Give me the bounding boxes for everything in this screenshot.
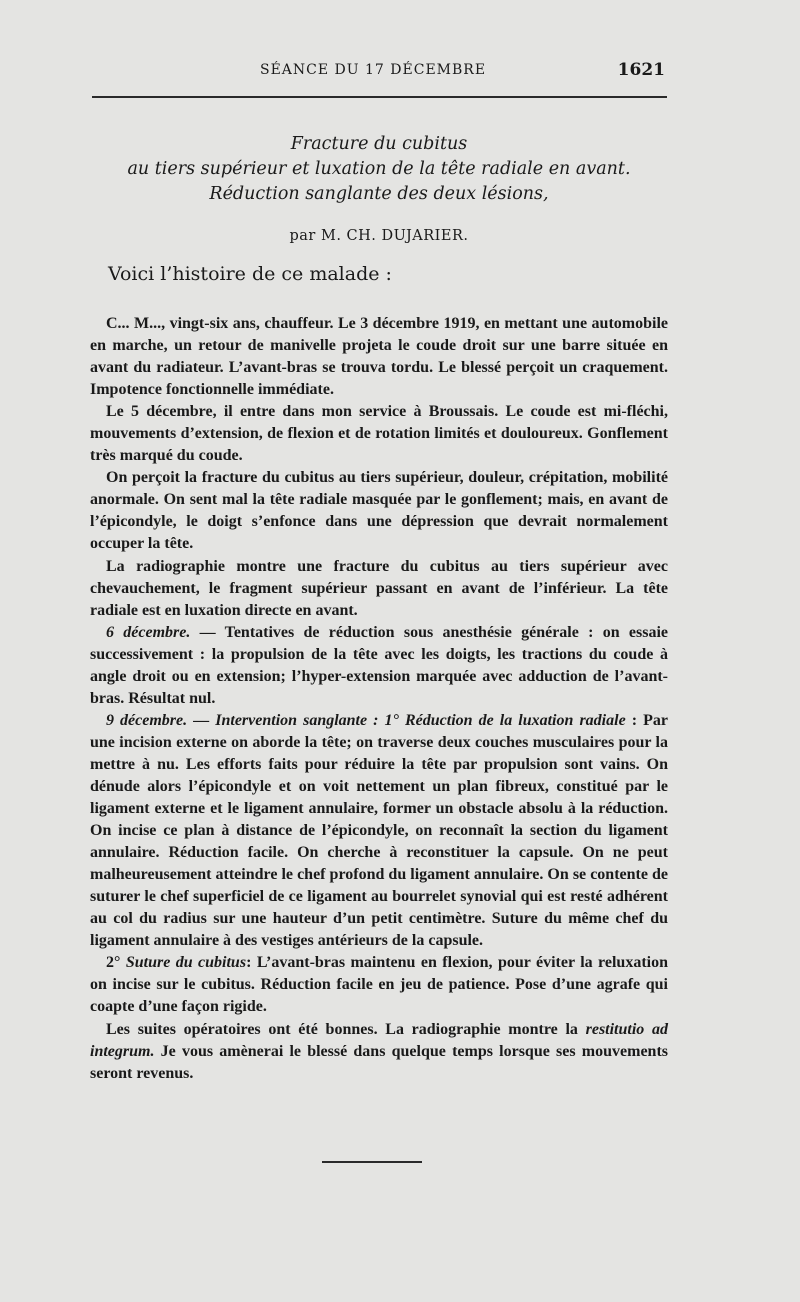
end-rule [322, 1161, 422, 1163]
title-line-2: au tiers supérieur et luxation de la tête radiale en avant. [127, 159, 631, 179]
running-title: SÉANCE DU 17 DÉCEMBRE [260, 62, 487, 78]
article-title [90, 132, 668, 207]
paragraph-heading: 9 décembre. — Intervention sanglante : 1° Réduction de la luxation radiale [106, 711, 626, 729]
paragraph-date: 6 décembre. [106, 623, 191, 641]
paragraph-text: C... M..., vingt-six ans, chauffeur. Le 3 décembre 1919, en mettant une automobile en marche, un retour de manivelle projeta le coude droit sur une barre située en avant du radiateur. L’avant-bras se trouva tordu. Le blessé perçoit un craquement. Impotence fonctionnelle immédiate. [90, 315, 668, 399]
paragraph [90, 1019, 668, 1085]
paragraph-number: 2° [106, 954, 126, 972]
author-line: par M. CH. DUJARIER. [289, 228, 469, 244]
title-line-3: Réduction sanglante des deux lésions, [209, 184, 549, 204]
paragraph [90, 313, 668, 401]
paragraph-text: La radiographie montre une fracture du cubitus au tiers supérieur avec chevauchement, le fragment supérieur passant en avant de l’inférieur. La tête radiale est en luxation directe en avant. [90, 557, 668, 619]
page-number: 1621 [617, 60, 665, 80]
paragraph-text: Le 5 décembre, il entre dans mon service à Broussais. Le coude est mi-fléchi, mouvements d’extension, de flexion et de rotation limités et douloureux. Gonflement très marqué du coude. [90, 403, 668, 465]
paragraph-text: On perçoit la fracture du cubitus au tiers supérieur, douleur, crépitation, mobilité anormale. On sent mal la tête radiale masquée par le gonflement; mais, en avant de l’épicondyle, le doigt s’enfonce dans une dépression que devrait normalement occuper la tête. [90, 469, 668, 553]
paragraph-text: — Tentatives de réduction sous anesthésie générale : on essaie successivement : la propulsion de la tête avec les doigts, les tractions du coude à angle droit ou en extension; l’hyper-extension marquée avec adduction de l’avant-bras. Résultat nul. [90, 623, 669, 707]
paragraph-text: Les suites opératoires ont été bonnes. La radiographie montre la [106, 1020, 586, 1038]
paragraph-heading: Suture du cubitus [125, 954, 247, 972]
paragraph [90, 710, 668, 953]
header-rule [92, 96, 667, 98]
paragraph-text: : L’avant-bras maintenu en flexion, pour éviter la reluxation on incise sur le cubitus. Réduction facile en jeu de patience. Pose d’une agrafe qui coapte d’une façon rigide. [90, 954, 668, 1016]
article-body [90, 313, 668, 1085]
paragraph [90, 467, 668, 555]
title-line-1: Fracture du cubitus [290, 134, 468, 154]
paragraph-text: : Par une incision externe on aborde la tête; on traverse deux couches musculaires pour la mettre à nu. Les efforts faits pour réduire la tête par propulsion sont vains. On dénude alors l’épicondyle et on voit nettement un plan fibreux, constitué par le ligament externe et le ligament annulaire, former un obstacle absolu à la réduction. On incise ce plan à distance de l’épicondyle, on reconnaît la section du ligament annulaire. Réduction facile. On cherche à reconstituer la capsule. On ne peut malheureusement atteindre le chef profond du ligament annulaire. On se contente de suturer le chef superficiel de ce ligament au bourrelet synovial qui est resté adhérent au col du radius sur une hauteur d’un petit centimètre. Suture du même chef du ligament annulaire à des vestiges antérieurs de la capsule. [90, 711, 669, 950]
paragraph-text-tail: Je vous amènerai le blessé dans quelque temps lorsque ses mouvements seront revenus. [90, 1042, 668, 1082]
paragraph [90, 401, 668, 467]
page-header [90, 60, 665, 84]
paragraph [90, 622, 668, 710]
lead-sentence: Voici l’histoire de ce malade : [108, 263, 392, 285]
latin-phrase: restitutio ad integrum. [90, 1020, 668, 1060]
paragraph [90, 952, 668, 1018]
paragraph [90, 556, 668, 622]
